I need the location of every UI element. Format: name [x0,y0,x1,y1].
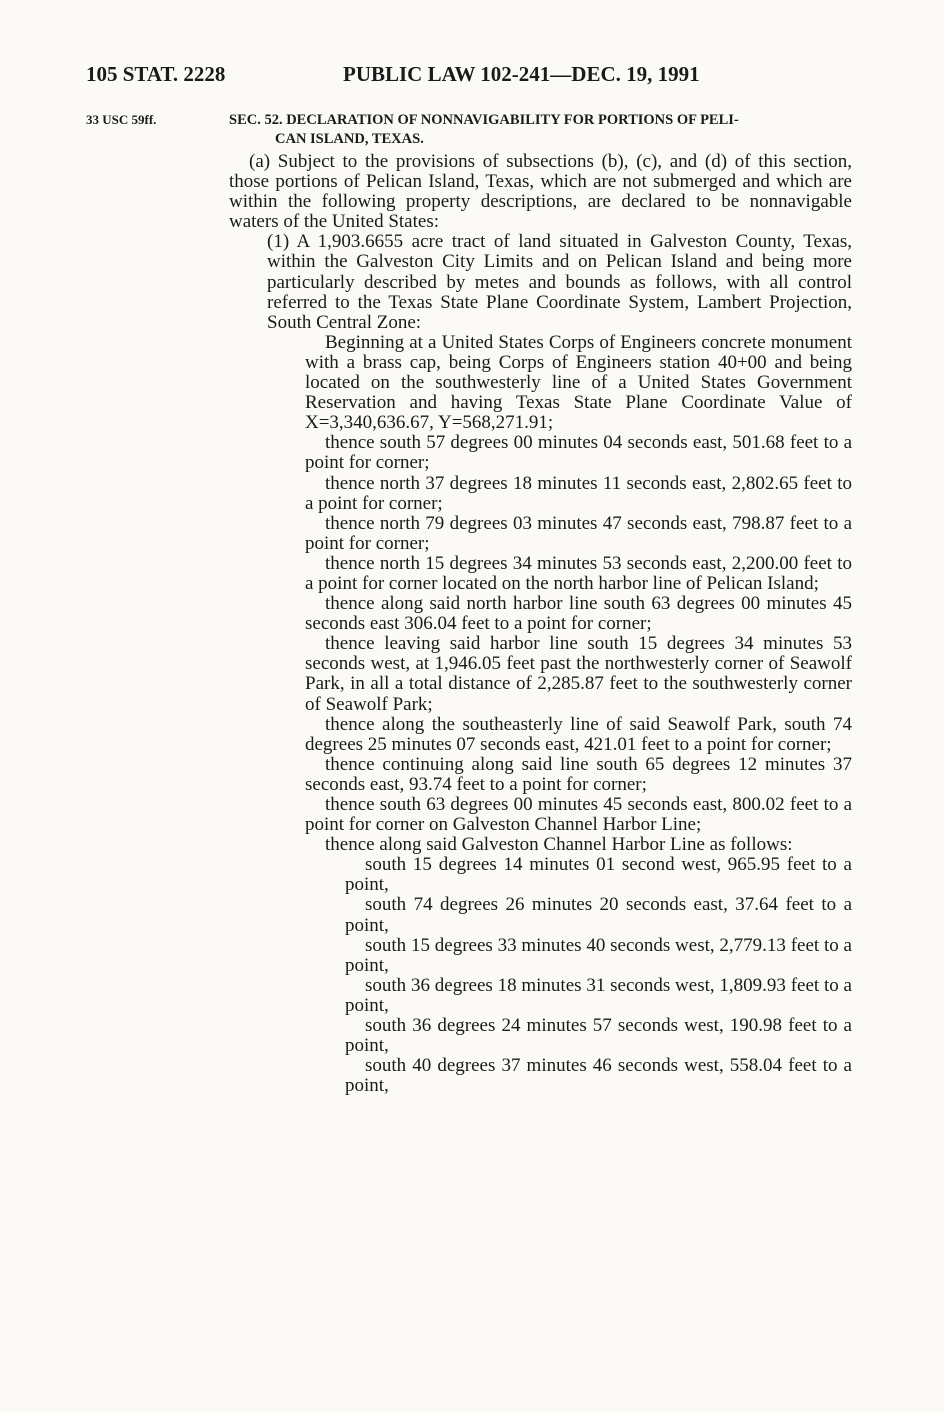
harbor-line-call: south 15 degrees 14 minutes 01 second west, 965.95 feet to a point, [345,854,852,896]
stat-page-number: 105 STAT. 2228 [86,62,226,86]
harbor-line-call: south 36 degrees 24 minutes 57 seconds west, 190.98 feet to a point, [345,1015,852,1057]
boundary-call: thence north 15 degrees 34 minutes 53 seconds east, 2,200.00 feet to a point for corner located on the north harbor line of Pelican Island; [305,552,852,594]
running-header: PUBLIC LAW 102-241—DEC. 19, 1991 [343,62,700,86]
harbor-line-call: south 74 degrees 26 minutes 20 seconds east, 37.64 feet to a point, [345,894,852,936]
boundary-call: thence north 37 degrees 18 minutes 11 seconds east, 2,802.65 feet to a point for corner; [305,472,852,514]
harbor-line-call: south 36 degrees 18 minutes 31 seconds west, 1,809.93 feet to a point, [345,974,852,1016]
section-body [229,152,852,1096]
boundary-call: Beginning at a United States Corps of Engineers concrete monument with a brass cap, being Corps of Engineers station 40+00 and being located on the southwesterly line of a United States Government Reservation and having Texas State Plane Coordinate Value of X=3,340,636.67, Y=568,271.91; [305,331,852,434]
boundary-call: thence along said Galveston Channel Harbor Line as follows: [325,834,793,856]
harbor-line-call: south 15 degrees 33 minutes 40 seconds west, 2,779.13 feet to a point, [345,934,852,976]
boundary-call: thence along said north harbor line south 63 degrees 00 minutes 45 seconds east 306.04 feet to a point for corner; [305,593,852,635]
section-heading-line1: SEC. 52. DECLARATION OF NONNAVIGABILITY FOR PORTIONS OF PELI- [229,112,739,128]
boundary-call: thence along the southeasterly line of said Seawolf Park, south 74 degrees 25 minutes 07 seconds east, 421.01 feet to a point for corner; [305,713,852,755]
harbor-line-call: south 40 degrees 37 minutes 46 seconds west, 558.04 feet to a point, [345,1055,852,1097]
paragraph-1: (1) A 1,903.6655 acre tract of land situated in Galveston County, Texas, within the Galveston City Limits and on Pelican Island and being more particularly described by metes and bounds as follows, with all control referred to the Texas State Plane Coordinate System, Lambert Projection, South Central Zone: [267,231,852,333]
section-heading-text [229,111,854,149]
boundary-call: thence continuing along said line south 65 degrees 12 minutes 37 seconds east, 93.74 feet to a point for corner; [305,753,852,795]
subsection-a: (a) Subject to the provisions of subsections (b), (c), and (d) of this section, those portions of Pelican Island, Texas, which are not submerged and which are within the following property descriptions, are declared to be nonnavigable waters of the United States: [229,151,852,233]
boundary-call: thence south 63 degrees 00 minutes 45 seconds east, 800.02 feet to a point for corner on Galveston Channel Harbor Line; [305,794,852,836]
margin-citation: 33 USC 59ff. [86,112,157,127]
boundary-call: thence north 79 degrees 03 minutes 47 seconds east, 798.87 feet to a point for corner; [305,512,852,554]
section-heading-line2: CAN ISLAND, TEXAS. [275,131,424,147]
boundary-call: thence leaving said harbor line south 15 degrees 34 minutes 53 seconds west, at 1,946.05 feet past the northwesterly corner of Seawolf Park, in all a total distance of 2,285.87 feet to the southwesterly corner of Seawolf Park; [305,633,852,715]
section-heading [229,111,854,149]
boundary-call: thence south 57 degrees 00 minutes 04 seconds east, 501.68 feet to a point for corner; [305,432,852,474]
